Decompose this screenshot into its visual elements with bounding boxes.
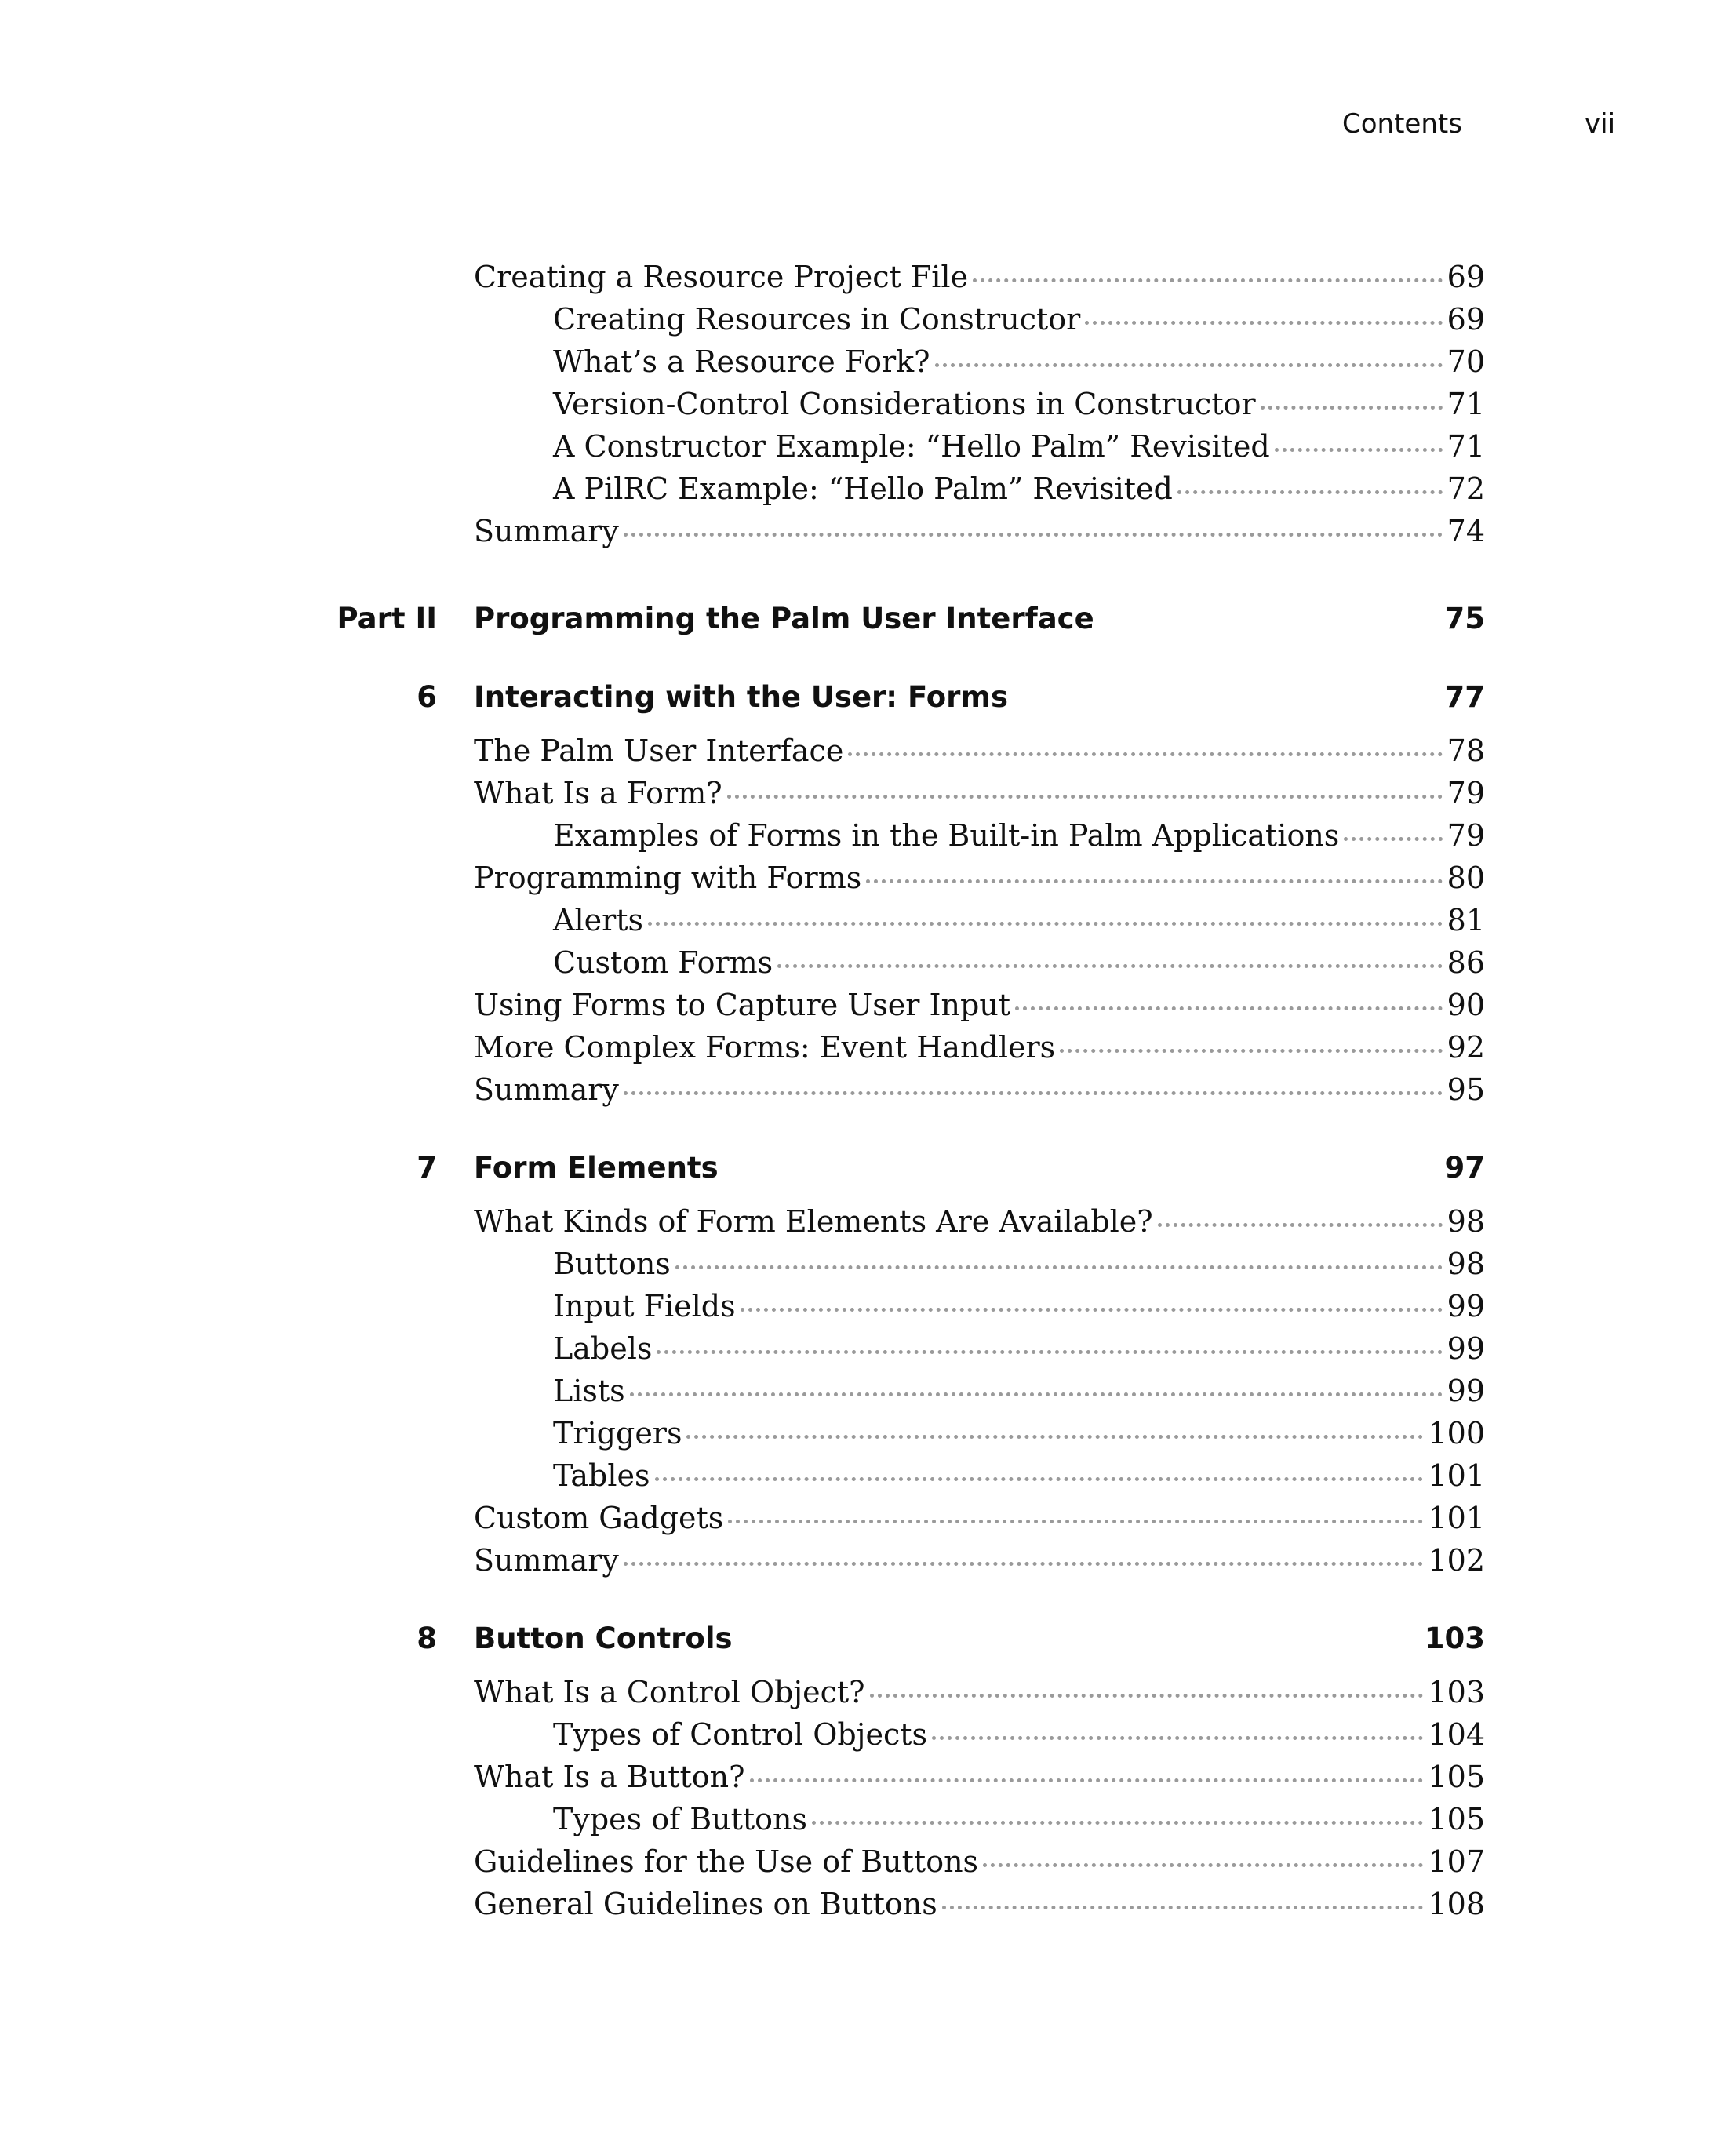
toc-entry-title: Custom Forms: [553, 945, 773, 980]
toc-entry: [0, 425, 1736, 468]
toc-entry-title: Examples of Forms in the Built-in Palm Applications: [553, 818, 1340, 853]
dot-leader: [1261, 398, 1443, 410]
chapter-heading-title: Interacting with the User: Forms: [474, 680, 1008, 714]
toc-entry-page: 99: [1447, 1331, 1485, 1366]
toc-entry-title: Types of Buttons: [553, 1802, 808, 1836]
dot-leader: [973, 271, 1443, 282]
toc-entry-title: Version-Control Considerations in Constructor: [553, 387, 1256, 421]
toc-entry-page: 103: [1428, 1675, 1485, 1709]
dot-leader: [750, 1771, 1424, 1782]
toc-entry-page: 79: [1447, 818, 1485, 853]
toc-entry: [0, 1285, 1736, 1327]
part-heading-page: 75: [1444, 602, 1485, 635]
dot-leader: [675, 1258, 1443, 1269]
toc-entry: [0, 383, 1736, 425]
toc-entry: [0, 256, 1736, 298]
toc-entry-title: Buttons: [553, 1247, 671, 1281]
toc-entry-page: 86: [1447, 945, 1485, 980]
toc-entry: [0, 1798, 1736, 1840]
toc-entry-page: 99: [1447, 1374, 1485, 1408]
toc-entry-page: 90: [1447, 988, 1485, 1022]
running-head: [0, 108, 1736, 147]
part-heading-title: Programming the Palm User Interface: [474, 602, 1094, 635]
toc-entry-page: 92: [1447, 1030, 1485, 1065]
toc-entry-title: Programming with Forms: [474, 861, 862, 895]
dot-leader: [624, 1083, 1443, 1095]
running-head-page-number: vii: [1585, 108, 1616, 140]
toc-entry-title: Labels: [553, 1331, 653, 1366]
toc-entry: [0, 1068, 1736, 1111]
chapter-heading-number: 7: [417, 1151, 437, 1185]
dot-leader: [1015, 999, 1443, 1010]
dot-leader: [727, 787, 1443, 799]
part-heading-number: Part II: [337, 602, 437, 635]
dot-leader: [1177, 482, 1443, 494]
toc-entry: [0, 1539, 1736, 1582]
dot-leader: [728, 1512, 1423, 1523]
toc-entry-page: 101: [1428, 1501, 1485, 1535]
toc-entry-title: A PilRC Example: “Hello Palm” Revisited: [553, 471, 1173, 506]
dot-leader: [812, 1813, 1423, 1825]
toc-entry-page: 102: [1428, 1543, 1485, 1578]
chapter-heading-title: Button Controls: [474, 1622, 733, 1655]
toc-entry-page: 98: [1447, 1204, 1485, 1239]
chapter-heading: [0, 1147, 1736, 1189]
toc-entry: [0, 1840, 1736, 1883]
chapter-heading: [0, 676, 1736, 719]
dot-leader: [942, 1898, 1424, 1909]
table-of-contents: [0, 256, 1736, 1925]
spacer: [0, 719, 1736, 730]
toc-entry-title: What Is a Control Object?: [474, 1675, 865, 1709]
toc-entry-page: 69: [1447, 302, 1485, 337]
toc-entry-page: 78: [1447, 733, 1485, 768]
toc-entry: [0, 984, 1736, 1026]
toc-entry-title: Guidelines for the Use of Buttons: [474, 1844, 979, 1879]
spacer: [0, 1111, 1736, 1147]
toc-entry-page: 98: [1447, 1247, 1485, 1281]
toc-entry: [0, 468, 1736, 510]
dot-leader: [870, 1686, 1424, 1698]
dot-leader: [624, 1554, 1424, 1566]
chapter-heading-page: 103: [1424, 1622, 1485, 1655]
toc-entry-page: 99: [1447, 1289, 1485, 1323]
dot-leader: [935, 355, 1443, 367]
toc-entry-title: What Is a Form?: [474, 776, 722, 810]
toc-entry-title: Using Forms to Capture User Input: [474, 988, 1011, 1022]
chapter-heading-number: 6: [417, 680, 437, 714]
chapter-heading: [0, 1618, 1736, 1660]
toc-entry: [0, 814, 1736, 857]
toc-entry-page: 105: [1428, 1802, 1485, 1836]
toc-entry: [0, 1412, 1736, 1454]
toc-entry-title: Triggers: [553, 1416, 682, 1451]
toc-entry: [0, 298, 1736, 340]
toc-entry: [0, 1454, 1736, 1497]
chapter-heading-number: 8: [417, 1622, 437, 1655]
part-heading: [0, 598, 1736, 640]
toc-entry-title: What’s a Resource Fork?: [553, 344, 930, 379]
toc-entry: [0, 1883, 1736, 1925]
toc-entry-page: 71: [1447, 429, 1485, 464]
spacer: [0, 1660, 1736, 1671]
toc-entry-title: Lists: [553, 1374, 625, 1408]
toc-entry-title: Types of Control Objects: [553, 1717, 928, 1752]
toc-entry: [0, 1026, 1736, 1068]
toc-entry-title: A Constructor Example: “Hello Palm” Revisited: [553, 429, 1270, 464]
toc-entry-page: 107: [1428, 1844, 1485, 1879]
toc-entry-title: Custom Gadgets: [474, 1501, 724, 1535]
toc-entry-title: What Is a Button?: [474, 1760, 745, 1794]
chapter-heading-page: 77: [1444, 680, 1485, 714]
dot-leader: [1085, 313, 1442, 325]
dot-leader: [655, 1469, 1424, 1481]
dot-leader: [1158, 1215, 1443, 1227]
dot-leader: [1344, 829, 1442, 841]
toc-entry-page: 69: [1447, 260, 1485, 294]
toc-entry-page: 100: [1428, 1416, 1485, 1451]
toc-entry-page: 70: [1447, 344, 1485, 379]
toc-entry: [0, 772, 1736, 814]
dot-leader: [983, 1855, 1423, 1867]
toc-entry-page: 95: [1447, 1072, 1485, 1107]
toc-entry-title: Creating Resources in Constructor: [553, 302, 1081, 337]
toc-entry: [0, 510, 1736, 552]
toc-entry-title: What Kinds of Form Elements Are Available?: [474, 1204, 1153, 1239]
toc-entry-title: Creating a Resource Project File: [474, 260, 969, 294]
toc-entry: [0, 1756, 1736, 1798]
toc-entry-page: 105: [1428, 1760, 1485, 1794]
dot-leader: [1275, 440, 1443, 452]
spacer: [0, 1189, 1736, 1200]
toc-entry: [0, 730, 1736, 772]
dot-leader: [1060, 1041, 1442, 1053]
toc-entry: [0, 941, 1736, 984]
toc-entry: [0, 899, 1736, 941]
toc-entry-title: More Complex Forms: Event Handlers: [474, 1030, 1056, 1065]
toc-entry-page: 101: [1428, 1458, 1485, 1493]
toc-entry: [0, 1713, 1736, 1756]
toc-entry: [0, 1671, 1736, 1713]
spacer: [0, 552, 1736, 598]
dot-leader: [630, 1385, 1443, 1396]
toc-entry-title: Summary: [474, 1072, 619, 1107]
toc-entry-page: 104: [1428, 1717, 1485, 1752]
toc-entry-title: Input Fields: [553, 1289, 736, 1323]
toc-entry-title: Summary: [474, 514, 619, 548]
chapter-heading-page: 97: [1444, 1151, 1485, 1185]
toc-entry: [0, 340, 1736, 383]
toc-entry-page: 81: [1447, 903, 1485, 937]
dot-leader: [648, 914, 1443, 926]
toc-entry-title: The Palm User Interface: [474, 733, 844, 768]
dot-leader: [741, 1300, 1443, 1312]
toc-entry: [0, 857, 1736, 899]
running-head-title: Contents: [1342, 108, 1462, 140]
dot-leader: [686, 1427, 1423, 1439]
toc-entry-page: 80: [1447, 861, 1485, 895]
spacer: [0, 1582, 1736, 1618]
spacer: [0, 640, 1736, 676]
dot-leader: [657, 1342, 1442, 1354]
toc-entry-page: 71: [1447, 387, 1485, 421]
toc-entry-page: 72: [1447, 471, 1485, 506]
dot-leader: [848, 744, 1442, 756]
dot-leader: [866, 872, 1442, 883]
chapter-heading-title: Form Elements: [474, 1151, 719, 1185]
toc-entry-page: 108: [1428, 1887, 1485, 1921]
dot-leader: [932, 1728, 1423, 1740]
toc-entry: [0, 1370, 1736, 1412]
dot-leader: [624, 525, 1443, 537]
dot-leader: [777, 956, 1442, 968]
toc-entry-title: General Guidelines on Buttons: [474, 1887, 937, 1921]
toc-entry-page: 74: [1447, 514, 1485, 548]
toc-entry-page: 79: [1447, 776, 1485, 810]
toc-entry: [0, 1200, 1736, 1243]
toc-entry-title: Summary: [474, 1543, 619, 1578]
toc-entry: [0, 1497, 1736, 1539]
toc-entry: [0, 1243, 1736, 1285]
toc-entry-title: Tables: [553, 1458, 650, 1493]
toc-entry: [0, 1327, 1736, 1370]
toc-entry-title: Alerts: [553, 903, 644, 937]
